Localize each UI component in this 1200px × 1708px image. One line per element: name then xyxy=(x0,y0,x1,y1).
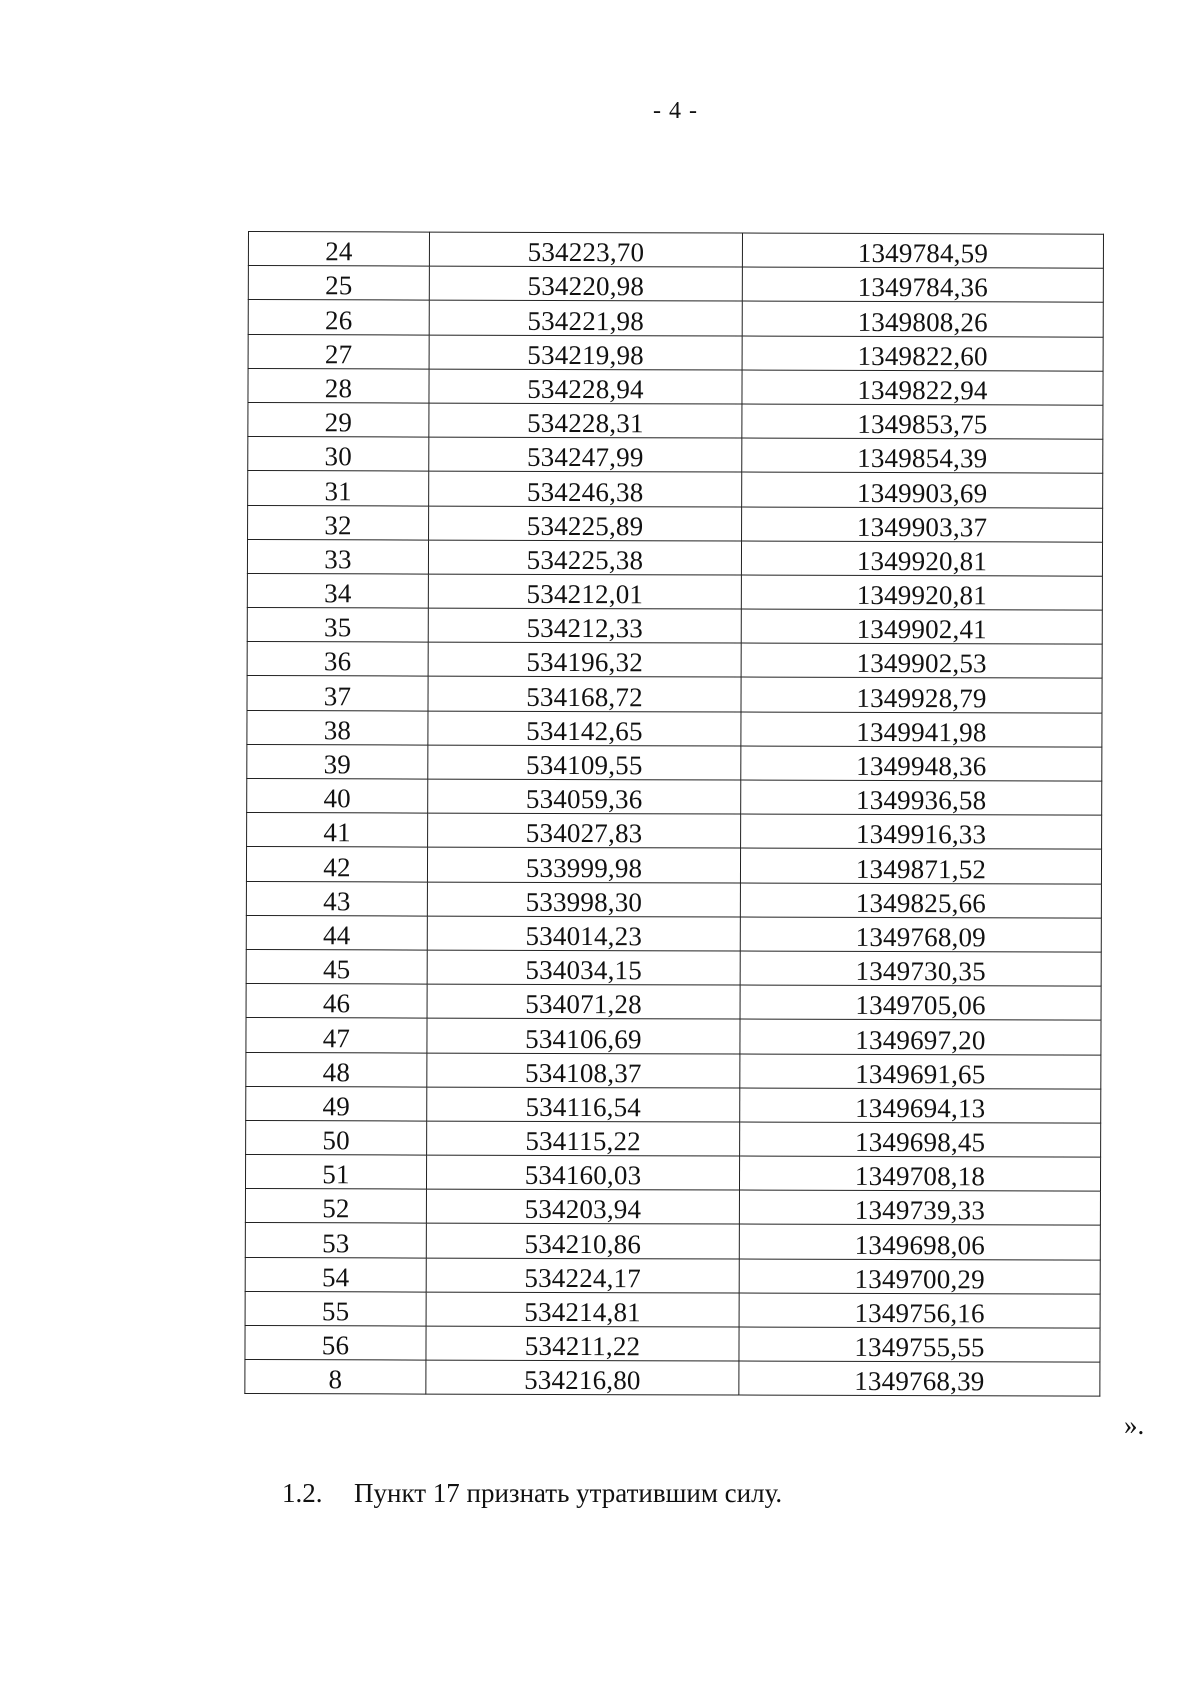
y-coordinate-cell: 1349705,06 xyxy=(740,985,1101,1020)
y-coordinate-cell: 1349739,33 xyxy=(739,1190,1100,1225)
table-row xyxy=(246,949,1101,986)
table-row xyxy=(248,471,1103,508)
table-row xyxy=(246,1120,1101,1157)
table-row xyxy=(246,1052,1101,1089)
y-coordinate-cell: 1349941,98 xyxy=(741,712,1102,747)
table-row xyxy=(245,1223,1100,1260)
coordinates-table-body xyxy=(245,232,1104,1397)
y-coordinate-cell: 1349691,65 xyxy=(740,1054,1101,1089)
y-coordinate-cell: 1349698,06 xyxy=(739,1224,1100,1259)
x-coordinate-cell: 534210,86 xyxy=(426,1224,739,1259)
x-coordinate-cell: 534168,72 xyxy=(428,677,741,712)
point-number-cell: 47 xyxy=(246,1018,427,1053)
x-coordinate-cell: 534216,80 xyxy=(426,1360,739,1395)
x-coordinate-cell: 534027,83 xyxy=(428,813,741,848)
x-coordinate-cell: 534225,89 xyxy=(429,506,742,541)
point-number-cell: 39 xyxy=(247,744,428,779)
table-row xyxy=(248,505,1103,542)
x-coordinate-cell: 534246,38 xyxy=(429,471,742,506)
point-number-cell: 50 xyxy=(246,1120,427,1155)
point-number-cell: 46 xyxy=(246,984,427,1019)
table-row xyxy=(248,334,1103,371)
y-coordinate-cell: 1349920,81 xyxy=(741,575,1102,610)
table-row xyxy=(246,984,1101,1021)
table-row xyxy=(248,232,1103,269)
y-coordinate-cell: 1349916,33 xyxy=(741,814,1102,849)
clause-text: Пункт 17 признать утратившим силу. xyxy=(354,1478,783,1508)
point-number-cell: 33 xyxy=(247,539,428,574)
point-number-cell: 37 xyxy=(247,676,428,711)
coordinates-table xyxy=(244,231,1104,1397)
x-coordinate-cell: 533998,30 xyxy=(427,882,740,917)
x-coordinate-cell: 534228,31 xyxy=(429,403,742,438)
point-number-cell: 28 xyxy=(248,368,429,403)
point-number-cell: 38 xyxy=(247,710,428,745)
x-coordinate-cell: 534219,98 xyxy=(429,335,742,370)
table-row xyxy=(246,1086,1101,1123)
y-coordinate-cell: 1349730,35 xyxy=(740,951,1101,986)
x-coordinate-cell: 534106,69 xyxy=(427,1018,740,1053)
point-number-cell: 34 xyxy=(247,573,428,608)
table-row xyxy=(248,368,1103,405)
x-coordinate-cell: 534142,65 xyxy=(428,711,741,746)
table-row xyxy=(246,1018,1101,1055)
x-coordinate-cell: 534247,99 xyxy=(429,437,742,472)
point-number-cell: 31 xyxy=(248,471,429,506)
point-number-cell: 8 xyxy=(245,1360,426,1395)
x-coordinate-cell: 534211,22 xyxy=(426,1326,739,1361)
y-coordinate-cell: 1349920,81 xyxy=(741,541,1102,576)
x-coordinate-cell: 534071,28 xyxy=(427,984,740,1019)
x-coordinate-cell: 534214,81 xyxy=(426,1292,739,1327)
point-number-cell: 41 xyxy=(247,813,428,848)
point-number-cell: 42 xyxy=(246,847,427,882)
point-number-cell: 26 xyxy=(248,300,429,335)
x-coordinate-cell: 534196,32 xyxy=(428,642,741,677)
x-coordinate-cell: 534203,94 xyxy=(426,1189,739,1224)
y-coordinate-cell: 1349902,53 xyxy=(741,643,1102,678)
point-number-cell: 25 xyxy=(248,266,429,301)
x-coordinate-cell: 534160,03 xyxy=(426,1155,739,1190)
table-row xyxy=(248,266,1103,303)
x-coordinate-cell: 534108,37 xyxy=(427,1053,740,1088)
y-coordinate-cell: 1349871,52 xyxy=(740,848,1101,883)
y-coordinate-cell: 1349698,45 xyxy=(740,1122,1101,1157)
x-coordinate-cell: 534212,33 xyxy=(428,608,741,643)
point-number-cell: 53 xyxy=(245,1223,426,1258)
y-coordinate-cell: 1349784,59 xyxy=(742,233,1103,268)
x-coordinate-cell: 534221,98 xyxy=(429,300,742,335)
y-coordinate-cell: 1349903,37 xyxy=(742,507,1103,542)
y-coordinate-cell: 1349808,26 xyxy=(742,301,1103,336)
point-number-cell: 24 xyxy=(248,232,429,267)
y-coordinate-cell: 1349708,18 xyxy=(739,1156,1100,1191)
x-coordinate-cell: 534059,36 xyxy=(428,779,741,814)
point-number-cell: 40 xyxy=(247,778,428,813)
x-coordinate-cell: 534228,94 xyxy=(429,369,742,404)
table-row xyxy=(247,710,1102,747)
table-row xyxy=(245,1360,1100,1397)
closing-quote: ». xyxy=(1124,1410,1145,1440)
y-coordinate-cell: 1349697,20 xyxy=(740,1019,1101,1054)
clause-paragraph xyxy=(282,1478,782,1509)
point-number-cell: 35 xyxy=(247,608,428,643)
x-coordinate-cell: 534116,54 xyxy=(427,1087,740,1122)
y-coordinate-cell: 1349825,66 xyxy=(740,883,1101,918)
table-row xyxy=(248,300,1103,337)
x-coordinate-cell: 534115,22 xyxy=(427,1121,740,1156)
table-row xyxy=(247,778,1102,815)
point-number-cell: 27 xyxy=(248,334,429,369)
y-coordinate-cell: 1349822,94 xyxy=(742,370,1103,405)
point-number-cell: 45 xyxy=(246,949,427,984)
y-coordinate-cell: 1349755,55 xyxy=(739,1327,1100,1362)
table-row xyxy=(246,881,1101,918)
table-row xyxy=(248,437,1103,474)
y-coordinate-cell: 1349768,09 xyxy=(740,917,1101,952)
page-number: - 4 - xyxy=(653,98,698,124)
point-number-cell: 56 xyxy=(245,1325,426,1360)
y-coordinate-cell: 1349903,69 xyxy=(742,472,1103,507)
x-coordinate-cell: 534220,98 xyxy=(429,266,742,301)
table-row xyxy=(245,1325,1100,1362)
table-row xyxy=(247,744,1102,781)
y-coordinate-cell: 1349784,36 xyxy=(742,267,1103,302)
point-number-cell: 49 xyxy=(246,1086,427,1121)
point-number-cell: 48 xyxy=(246,1052,427,1087)
table-row xyxy=(245,1189,1100,1226)
y-coordinate-cell: 1349853,75 xyxy=(742,404,1103,439)
x-coordinate-cell: 534212,01 xyxy=(428,574,741,609)
x-coordinate-cell: 534225,38 xyxy=(428,540,741,575)
table-row xyxy=(248,402,1103,439)
point-number-cell: 55 xyxy=(245,1291,426,1326)
x-coordinate-cell: 534223,70 xyxy=(429,232,742,267)
y-coordinate-cell: 1349694,13 xyxy=(740,1088,1101,1123)
point-number-cell: 36 xyxy=(247,642,428,677)
point-number-cell: 30 xyxy=(248,437,429,472)
table-row xyxy=(246,847,1101,884)
point-number-cell: 52 xyxy=(245,1189,426,1224)
x-coordinate-cell: 534014,23 xyxy=(427,916,740,951)
table-row xyxy=(247,676,1102,713)
y-coordinate-cell: 1349928,79 xyxy=(741,677,1102,712)
x-coordinate-cell: 533999,98 xyxy=(427,847,740,882)
point-number-cell: 51 xyxy=(245,1155,426,1190)
y-coordinate-cell: 1349936,58 xyxy=(741,780,1102,815)
y-coordinate-cell: 1349902,41 xyxy=(741,609,1102,644)
table-row xyxy=(247,573,1102,610)
table-row xyxy=(247,539,1102,576)
point-number-cell: 32 xyxy=(248,505,429,540)
point-number-cell: 43 xyxy=(246,881,427,916)
y-coordinate-cell: 1349768,39 xyxy=(739,1361,1100,1396)
table-row xyxy=(245,1291,1100,1328)
x-coordinate-cell: 534109,55 xyxy=(428,745,741,780)
y-coordinate-cell: 1349756,16 xyxy=(739,1293,1100,1328)
clause-number: 1.2. xyxy=(282,1478,323,1508)
point-number-cell: 54 xyxy=(245,1257,426,1292)
table-row xyxy=(247,608,1102,645)
table-row xyxy=(245,1155,1100,1192)
table-row xyxy=(247,642,1102,679)
table-row xyxy=(247,813,1102,850)
point-number-cell: 29 xyxy=(248,402,429,437)
table-row xyxy=(245,1257,1100,1294)
table-row xyxy=(246,915,1101,952)
y-coordinate-cell: 1349948,36 xyxy=(741,746,1102,781)
x-coordinate-cell: 534224,17 xyxy=(426,1258,739,1293)
y-coordinate-cell: 1349700,29 xyxy=(739,1259,1100,1294)
y-coordinate-cell: 1349854,39 xyxy=(742,438,1103,473)
point-number-cell: 44 xyxy=(246,915,427,950)
y-coordinate-cell: 1349822,60 xyxy=(742,336,1103,371)
x-coordinate-cell: 534034,15 xyxy=(427,950,740,985)
